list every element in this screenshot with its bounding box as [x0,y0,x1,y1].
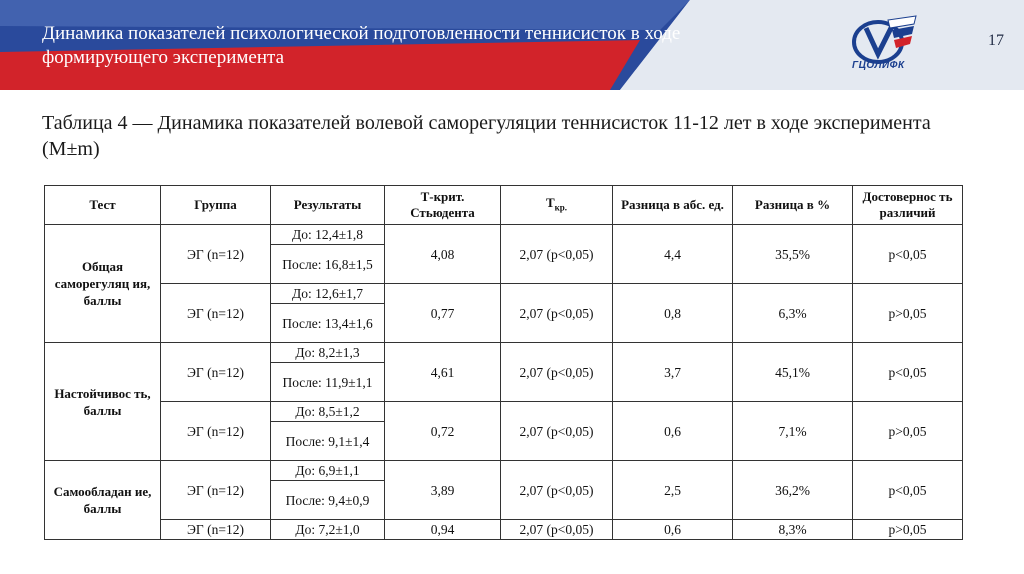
tkr-value: 2,07 (р<0,05) [501,225,613,284]
col-significance: Достовернос ть различий [853,186,963,225]
col-diff-abs: Разница в абс. ед. [613,186,733,225]
test-name: Настойчивос ть, баллы [45,343,161,461]
significance-value: р>0,05 [853,520,963,540]
tkr-value: 2,07 (р<0,05) [501,520,613,540]
diff-abs-value: 4,4 [613,225,733,284]
group-cell: ЭГ (n=12) [161,343,271,402]
col-results: Результаты [271,186,385,225]
t-value: 0,72 [385,402,501,461]
tkr-value: 2,07 (р<0,05) [501,461,613,520]
group-cell: ЭГ (n=12) [161,520,271,540]
significance-value: р<0,05 [853,225,963,284]
result-before: До: 7,2±1,0 [271,520,385,540]
t-value: 3,89 [385,461,501,520]
table-row [45,225,963,245]
slide-number: 17 [988,32,1004,49]
diff-pct-value: 7,1% [733,402,853,461]
result-after: После: 9,4±0,9 [271,481,385,520]
table-row [45,284,963,304]
significance-value: р>0,05 [853,284,963,343]
t-value: 4,08 [385,225,501,284]
result-before: До: 8,2±1,3 [271,343,385,363]
diff-pct-value: 45,1% [733,343,853,402]
diff-abs-value: 2,5 [613,461,733,520]
significance-value: р<0,05 [853,461,963,520]
diff-pct-value: 36,2% [733,461,853,520]
col-test: Тест [45,186,161,225]
col-tkr [501,186,613,225]
tkr-value: 2,07 (р<0,05) [501,284,613,343]
group-cell: ЭГ (n=12) [161,461,271,520]
table-row [45,402,963,422]
tkr-value: 2,07 (р<0,05) [501,402,613,461]
table-row [45,520,963,540]
diff-abs-value: 3,7 [613,343,733,402]
diff-pct-value: 6,3% [733,284,853,343]
slide-title: Динамика показателей психологической подготовленности теннисисток в ходе формирующего эксперимента [42,23,681,68]
tkr-main: Т [545,194,555,210]
group-cell: ЭГ (n=12) [161,284,271,343]
result-before: До: 6,9±1,1 [271,461,385,481]
result-after: После: 11,9±1,1 [271,363,385,402]
result-after: После: 9,1±1,4 [271,422,385,461]
result-before: До: 12,6±1,7 [271,284,385,304]
result-after: После: 16,8±1,5 [271,245,385,284]
t-value: 4,61 [385,343,501,402]
result-before: До: 8,5±1,2 [271,402,385,422]
table-row [45,343,963,363]
diff-abs-value: 0,6 [613,402,733,461]
col-diff-pct: Разница в % [733,186,853,225]
table-caption: Таблица 4 — Динамика показателей волевой саморегуляции теннисисток 11-12 лет в ходе эксперимента (M±m) [42,112,931,160]
group-cell: ЭГ (n=12) [161,402,271,461]
diff-pct-value: 35,5% [733,225,853,284]
table-row [45,461,963,481]
results-table [44,185,963,540]
t-value: 0,77 [385,284,501,343]
result-after: После: 13,4±1,6 [271,304,385,343]
diff-pct-value: 8,3% [733,520,853,540]
result-before: До: 12,4±1,8 [271,225,385,245]
col-group: Группа [161,186,271,225]
logo-text: ГЦОЛИФК [852,60,905,71]
significance-value: р<0,05 [853,343,963,402]
tkr-value: 2,07 (р<0,05) [501,343,613,402]
col-tcrit: Т-крит. Стьюдента [385,186,501,225]
t-value: 0,94 [385,520,501,540]
test-name: Самообладан ие, баллы [45,461,161,540]
diff-abs-value: 0,8 [613,284,733,343]
group-cell: ЭГ (n=12) [161,225,271,284]
tkr-sub: кр. [554,202,568,213]
slide-header [0,0,1024,90]
significance-value: р>0,05 [853,402,963,461]
test-name: Общая саморегуляц ия, баллы [45,225,161,343]
diff-abs-value: 0,6 [613,520,733,540]
header-row [45,186,963,225]
